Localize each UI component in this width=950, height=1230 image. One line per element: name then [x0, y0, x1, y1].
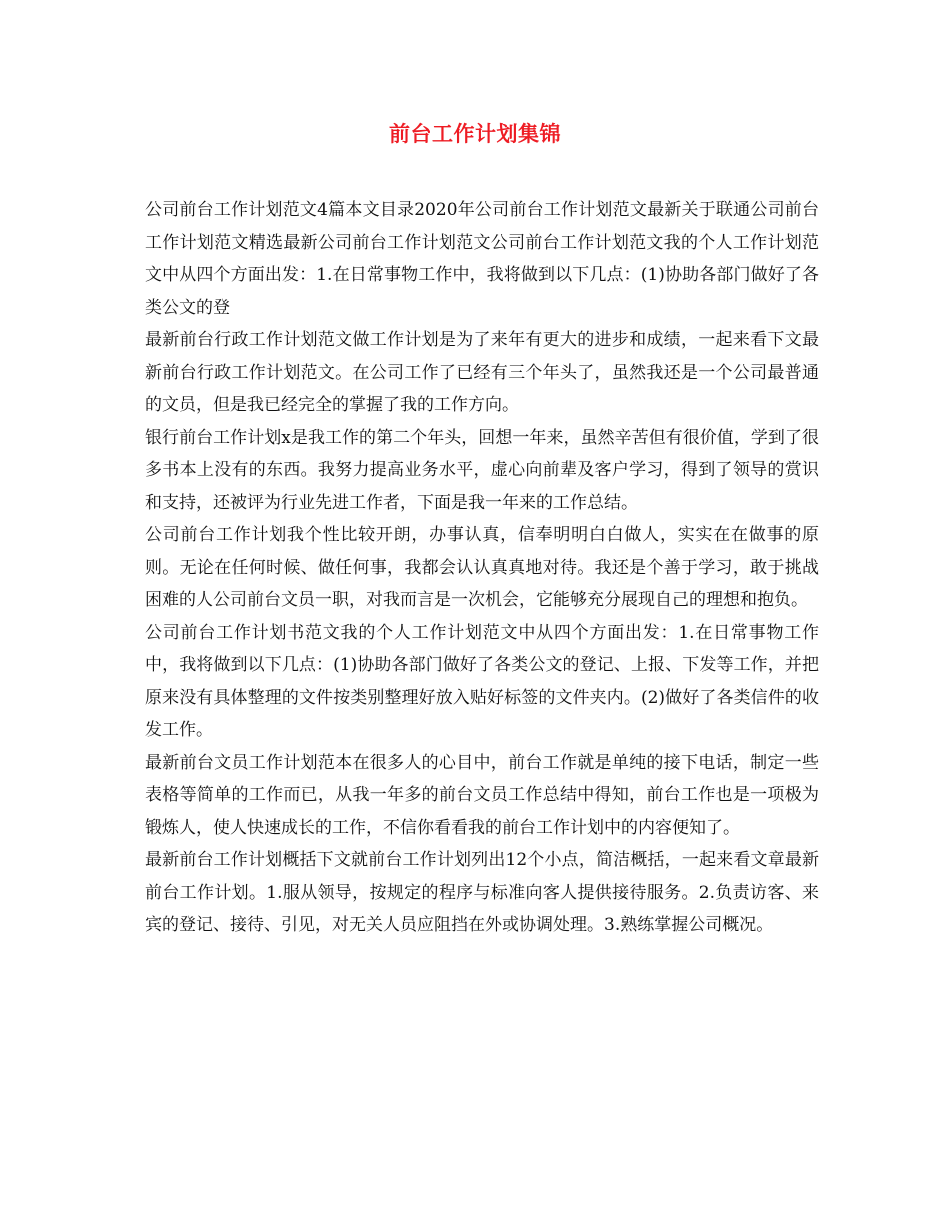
paragraph: 最新前台行政工作计划范文做工作计划是为了来年有更大的进步和成绩，一起来看下文最新前台行政工作计划范文。在公司工作了已经有三个年头了，虽然我还是一个公司最普通的文员，但是我已经完全的掌握了我的工作方向。 [145, 330, 819, 415]
paragraph: 公司前台工作计划书范文我的个人工作计划范文中从四个方面出发：1.在日常事物工作中，我将做到以下几点：(1)协助各部门做好了各类公文的登记、上报、下发等工作，并把原来没有具体整理的文件按类别整理好放入贴好标签的文件夹内。(2)做好了各类信件的收发工作。 [145, 622, 819, 740]
paragraph: 最新前台工作计划概括下文就前台工作计划列出12个小点，简洁概括，一起来看文章最新前台工作计划。1.服从领导，按规定的程序与标准向客人提供接待服务。2.负责访客、来宾的登记、接待、引见，对无关人员应阻挡在外或协调处理。3.熟练掌握公司概况。 [145, 850, 819, 935]
document-body [145, 194, 819, 942]
paragraph: 最新前台文员工作计划范本在很多人的心目中，前台工作就是单纯的接下电话，制定一些表格等简单的工作而已，从我一年多的前台文员工作总结中得知，前台工作也是一项极为锻炼人，使人快速成长的工作，不信你看看我的前台工作计划中的内容便知了。 [145, 752, 819, 838]
paragraph: 公司前台工作计划范文4篇本文目录2020年公司前台工作计划范文最新关于联通公司前台工作计划范文精选最新公司前台工作计划范文公司前台工作计划范文我的个人工作计划范文中从四个方面出发：1.在日常事物工作中，我将做到以下几点：(1)协助各部门做好了各类公文的登 [145, 200, 819, 318]
paragraph: 公司前台工作计划我个性比较开朗，办事认真，信奉明明白白做人，实实在在做事的原则。无论在任何时候、做任何事，我都会认认真真地对待。我还是个善于学习，敢于挑战困难的人公司前台文员一职，对我而言是一次机会，它能够充分展现自己的理想和抱负。 [145, 525, 819, 610]
document-title: 前台工作计划集锦 [389, 121, 561, 146]
paragraph: 银行前台工作计划x是我工作的第二个年头，回想一年来，虽然辛苦但有很价值，学到了很多书本上没有的东西。我努力提高业务水平，虚心向前辈及客户学习，得到了领导的赏识和支持，还被评为行业先进工作者，下面是我一年来的工作总结。 [145, 427, 819, 513]
